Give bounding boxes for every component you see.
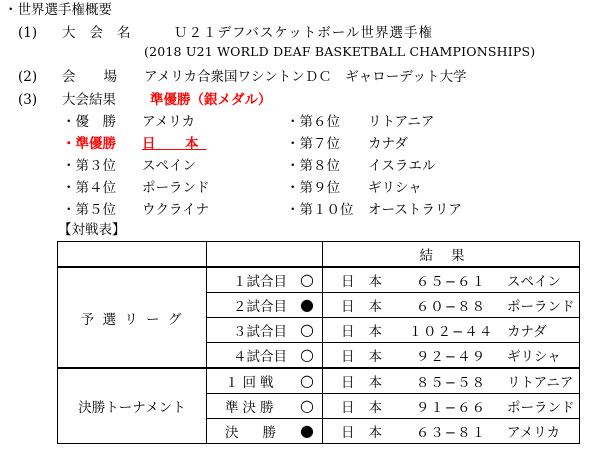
ranking-item xyxy=(286,201,462,219)
ranking-item xyxy=(62,201,209,219)
win-mark-icon: ○ xyxy=(300,345,314,364)
game-cell xyxy=(207,293,323,318)
win-mark-icon: ○ xyxy=(300,270,314,289)
win-mark-icon: ○ xyxy=(300,371,314,390)
ranking-item xyxy=(286,113,434,131)
score: ８５−５８ xyxy=(415,375,487,391)
ranking-item xyxy=(286,179,422,197)
ranking-position: ・第４位 xyxy=(62,180,116,196)
header-stage-cell xyxy=(58,242,207,268)
loss-mark-icon: ● xyxy=(300,421,314,440)
ranking-item xyxy=(62,157,196,175)
match-table xyxy=(57,241,580,444)
header-result: 結果 xyxy=(322,242,579,268)
item-2-value: アメリカ合衆国ワシントンＤＣ ギャローデット大学 xyxy=(144,69,467,85)
stage-label: 決勝トーナメント xyxy=(58,368,207,444)
ranking-country: オーストラリア xyxy=(368,202,462,218)
game-cell xyxy=(207,394,323,419)
score: ６５−６１ xyxy=(415,274,487,290)
table-row xyxy=(58,368,580,394)
opponent: ポーランド xyxy=(506,299,575,315)
ranking-position: ・第６位 xyxy=(286,114,340,130)
ranking-country: アメリカ xyxy=(142,114,196,130)
opponent: リトアニア xyxy=(506,375,574,391)
ranking-item xyxy=(62,113,195,131)
game-cell xyxy=(207,343,323,369)
ranking-country: スペイン xyxy=(142,158,196,174)
item-1-subtitle: (2018 U21 WORLD DEAF BASKETBALL CHAMPIONSHIPS) xyxy=(144,44,536,59)
item-2-label: 会場 xyxy=(62,69,145,85)
item-3-label: 大会結果 xyxy=(62,92,116,108)
opponent: ポーランド xyxy=(506,400,575,416)
ranking-country: イスラエル xyxy=(368,158,436,174)
result-cell xyxy=(322,419,579,444)
item-1-label: 大会名 xyxy=(62,25,145,41)
item-3-number: (3) xyxy=(18,92,38,108)
game-cell xyxy=(207,318,323,343)
result-cell xyxy=(322,293,579,318)
page-heading: ・世界選手権概要 xyxy=(4,2,112,18)
game-label: 準決勝 xyxy=(225,400,278,416)
ranking-position: ・第８位 xyxy=(286,158,340,174)
result-cell xyxy=(322,343,579,369)
ranking-country: リトアニア xyxy=(368,114,435,130)
stage-label: 予 選 リ ー グ xyxy=(58,267,207,368)
opponent: スペイン xyxy=(506,274,561,290)
win-mark-icon: ○ xyxy=(300,320,314,339)
game-label: １回戦 xyxy=(225,375,278,391)
game-label: １試合目 xyxy=(233,274,287,290)
ranking-item-highlight xyxy=(62,135,207,153)
item-2-number: (2) xyxy=(18,69,38,85)
team-name: 日本 xyxy=(340,299,396,315)
team-name: 日本 xyxy=(340,400,396,416)
item-1-number: (1) xyxy=(18,25,38,41)
score: ６０−８８ xyxy=(415,299,487,315)
loss-mark-icon: ● xyxy=(300,295,314,314)
score: ９１−６６ xyxy=(415,400,487,416)
win-mark-icon: ○ xyxy=(300,396,314,415)
game-cell xyxy=(207,267,323,293)
ranking-position: ・第９位 xyxy=(286,180,340,196)
game-label: ３試合目 xyxy=(233,324,287,340)
game-label: ４試合目 xyxy=(233,349,287,365)
ranking-position: ・第７位 xyxy=(286,136,340,152)
opponent: ギリシャ xyxy=(506,349,561,365)
result-cell xyxy=(322,394,579,419)
score: ９２−４９ xyxy=(415,349,487,365)
team-name: 日本 xyxy=(340,349,396,365)
score: １０２−４４ xyxy=(408,324,494,340)
table-label: 【対戦表】 xyxy=(58,222,126,238)
result-cell xyxy=(322,267,579,293)
ranking-country: カナダ xyxy=(368,136,408,152)
game-cell xyxy=(207,419,323,444)
ranking-position: ・第３位 xyxy=(62,158,116,174)
game-label: ２試合目 xyxy=(233,299,287,315)
item-3-value: 準優勝（銀メダル） xyxy=(150,92,272,108)
result-cell xyxy=(322,368,579,394)
team-name: 日本 xyxy=(340,274,396,290)
ranking-item xyxy=(286,135,408,153)
ranking-country: ポーランド xyxy=(142,180,210,196)
opponent: カナダ xyxy=(506,324,547,340)
team-name: 日本 xyxy=(340,324,396,340)
opponent: アメリカ xyxy=(506,425,561,441)
score: ６３−８１ xyxy=(415,425,487,441)
table-row xyxy=(58,267,580,293)
ranking-position: ・準優勝 xyxy=(62,136,116,152)
header-game-cell xyxy=(207,242,323,268)
team-name: 日本 xyxy=(340,375,396,391)
ranking-country: ギリシャ xyxy=(368,180,422,196)
ranking-position: ・第５位 xyxy=(62,202,116,218)
ranking-item xyxy=(286,157,435,175)
team-name: 日本 xyxy=(340,425,396,441)
ranking-country: 日 本 xyxy=(142,136,207,152)
ranking-country: ウクライナ xyxy=(142,202,210,218)
result-cell xyxy=(322,318,579,343)
ranking-position: ・優 勝 xyxy=(62,114,116,130)
game-label: 決勝 xyxy=(225,425,300,441)
table-header-row xyxy=(58,242,580,268)
game-cell xyxy=(207,368,323,394)
item-1-value: Ｕ２１デフバスケットボール世界選手権 xyxy=(174,25,433,41)
ranking-position: ・第１０位 xyxy=(286,202,354,218)
ranking-item xyxy=(62,179,210,197)
